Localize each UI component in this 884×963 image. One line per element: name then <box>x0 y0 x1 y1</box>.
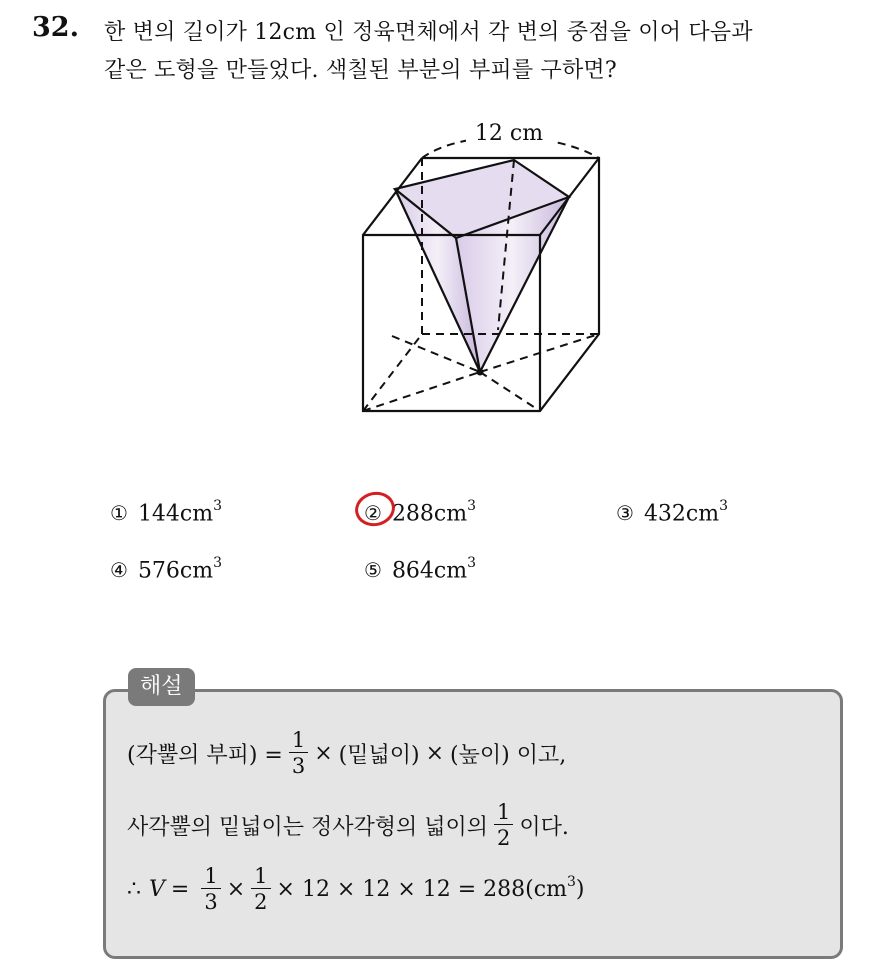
choice-2[interactable]: ② $288cm^3$ <box>364 500 476 526</box>
choice-1[interactable]: ① $144cm^3$ <box>110 498 223 527</box>
choice-number: ③ <box>616 501 634 526</box>
choice-3[interactable]: ③ $432cm^3$ <box>616 498 729 527</box>
pyramid-base-line-4 <box>480 372 540 411</box>
choice-number: ② <box>364 501 382 525</box>
fraction-one-half: $\frac{1}{2}$ <box>494 800 513 851</box>
choice-5[interactable]: ⑤ $864cm^3$ <box>364 555 477 584</box>
choice-number: ⑤ <box>364 558 382 583</box>
pyramid-apex-point <box>477 369 484 376</box>
choice-number: ④ <box>110 558 128 583</box>
solution-tag: 해설 <box>128 668 195 706</box>
question-number: 32. <box>32 12 79 43</box>
question-text-line2: 같은 도형을 만들었다. 색칠된 부분의 부피를 구하면? <box>104 58 617 83</box>
choice-4[interactable]: ④ $576cm^3$ <box>110 555 223 584</box>
fraction-one-half: $\frac{1}{2}$ <box>251 864 270 915</box>
fraction-one-third: $\frac{1}{3}$ <box>201 864 220 915</box>
choice-number: ① <box>110 501 128 526</box>
pyramid-base-diagonal-1 <box>363 372 480 411</box>
question-text-line1: 한 변의 길이가 12cm 인 정육면체에서 각 변의 중점을 이어 다음과 <box>104 20 753 45</box>
fraction-one-third: $\frac{1}{3}$ <box>289 728 308 779</box>
solution-line-1: (각뿔의 부피) = $\frac{1}{3}$ × (밑넓이) × (높이) 이고, <box>127 728 567 778</box>
cube-pyramid-figure <box>350 112 620 422</box>
cube-hidden-edge-bottom-left <box>363 334 422 411</box>
edge-length-label: 12 cm <box>474 121 544 146</box>
solution-line-3: ∴ V = $\frac{1}{3}$ × $\frac{1}{2}$ × 12 × 12 × 12 = 288(cm $^3$ ) <box>127 864 585 914</box>
solution-line-2: 사각뿔의 밑넓이는 정사각형의 넓이의 $\frac{1}{2}$ 이다. <box>127 800 569 850</box>
